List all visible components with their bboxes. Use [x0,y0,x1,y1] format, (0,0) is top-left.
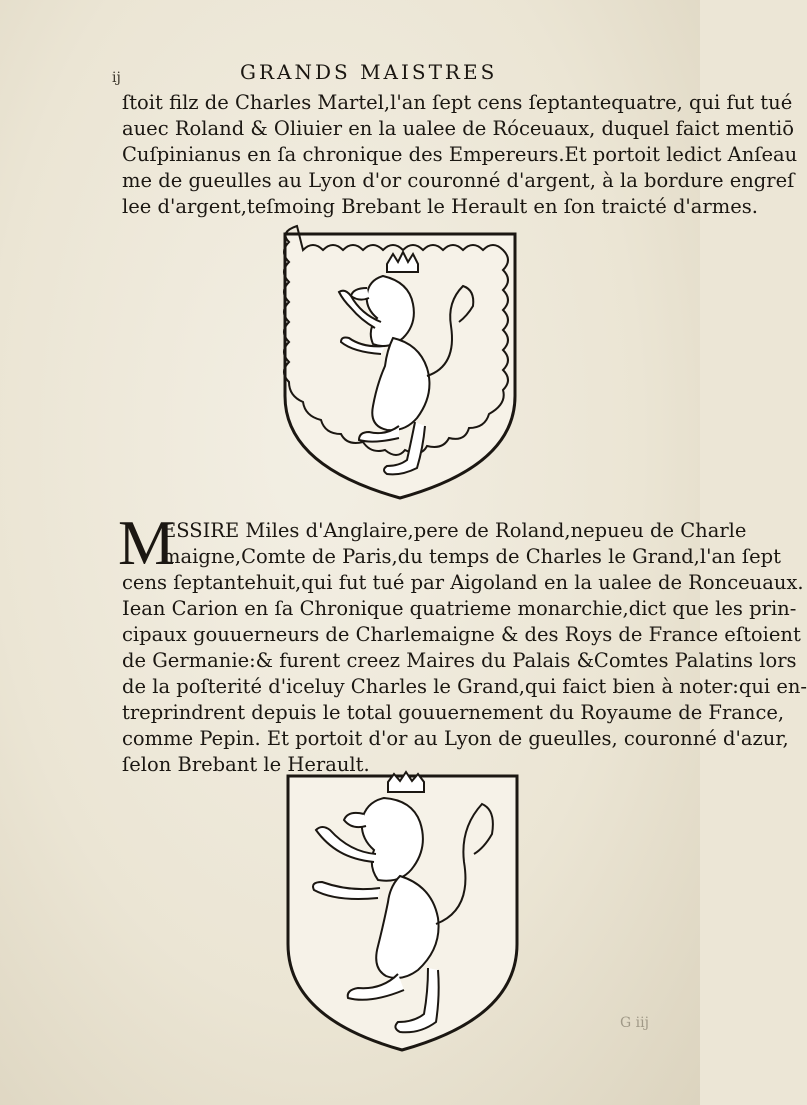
paragraph-anseaume [122,90,798,220]
text-line: ſelon Brebant le Herault. [122,753,370,776]
text-line: cens ſeptantehuit,qui fut tué par Aigoland en la ualee de Ronceuaux. [122,571,804,594]
text-line: cipaux gouuerneurs de Charlemaigne & des Roys de France eſtoient [122,623,801,646]
text-line: de la poſterité d'iceluy Charles le Grand,qui faict bien à noter:qui en- [122,675,807,698]
coat-of-arms-shield-1 [275,226,525,506]
page-number: ij [112,70,121,86]
text-line: ſtoit filz de Charles Martel,l'an ſept cens ſeptantequatre, qui fut tué [122,91,793,114]
running-head: GRANDS MAISTRES [240,60,498,84]
text-line: me de gueulles au Lyon d'or couronné d'argent, à la bordure engreſ [122,169,795,192]
text-line: maigne,Comte de Paris,du temps de Charles le Grand,l'an ſept [162,545,781,568]
coat-of-arms-shield-2 [280,768,525,1058]
signature-mark: G iij [620,1015,649,1031]
paragraph-miles-danglaire [122,518,807,778]
text-line: Iean Carion en ſa Chronique quatrieme monarchie,dict que les prin- [122,597,797,620]
text-line: auec Roland & Oliuier en la ualee de Róceuaux, duquel faict mentiō [122,117,795,140]
text-line: comme Pepin. Et portoit d'or au Lyon de gueulles, couronné d'azur, [122,727,789,750]
drop-cap: M [118,507,175,578]
text-line: ESSIRE Miles d'Anglaire,pere de Roland,nepueu de Charle [162,519,747,542]
text-line: treprindrent depuis le total gouuernement du Royaume de France, [122,701,785,724]
text-line: de Germanie:& furent creez Maires du Palais &Comtes Palatins lors [122,649,797,672]
text-line: lee d'argent,teſmoing Brebant le Herault en ſon traicté d'armes. [122,195,758,218]
text-line: Cuſpinianus en ſa chronique des Empereurs.Et portoit ledict Anſeau [122,143,798,166]
